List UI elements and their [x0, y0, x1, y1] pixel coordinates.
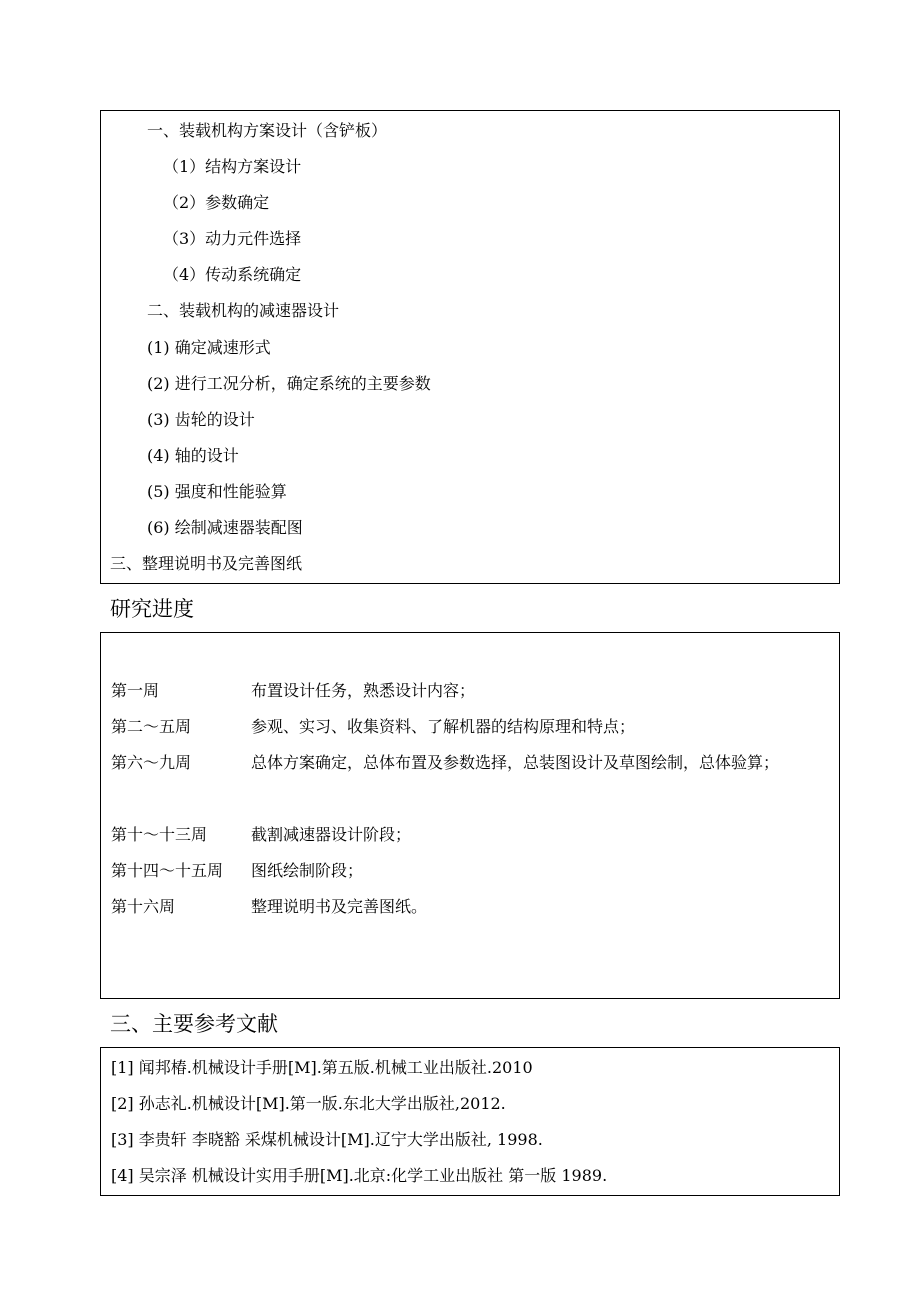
- progress-task: 布置设计任务，熟悉设计内容；: [251, 681, 476, 700]
- progress-task: 图纸绘制阶段；: [251, 861, 364, 880]
- progress-task: 总体方案确定，总体布置及参数选择，总装图设计及草图绘制，总体验算；: [251, 753, 780, 772]
- reference-item: [1] 闻邦椿.机械设计手册[M].第五版.机械工业出版社.2010: [111, 1058, 533, 1077]
- content-item: (1) 确定减速形式: [147, 338, 271, 357]
- progress-task: 整理说明书及完善图纸。: [251, 897, 428, 916]
- progress-task: 参观、实习、收集资料、了解机器的结构原理和特点；: [251, 717, 636, 736]
- content-item: （4）传动系统确定: [163, 265, 302, 284]
- progress-week: 第一周: [111, 681, 160, 700]
- progress-week: 第二～五周: [111, 717, 192, 736]
- content-item: (6) 绘制减速器装配图: [147, 518, 303, 537]
- content-item: （1）结构方案设计: [163, 157, 302, 176]
- content-item: (5) 强度和性能验算: [147, 482, 287, 501]
- content-item: (4) 轴的设计: [147, 446, 239, 465]
- content-item: (2) 进行工况分析，确定系统的主要参数: [147, 374, 431, 393]
- progress-week: 第十六周: [111, 897, 176, 916]
- progress-week: 第十～十三周: [111, 825, 208, 844]
- content-item: （3）动力元件选择: [163, 229, 302, 248]
- references-box: [100, 1047, 840, 1196]
- content-box: [100, 110, 840, 584]
- content-item: 一、装载机构方案设计（含铲板）: [147, 121, 388, 140]
- reference-item: [3] 李贵轩 李晓豁 采煤机械设计[M].辽宁大学出版社, 1998.: [111, 1130, 543, 1149]
- reference-item: [2] 孙志礼.机械设计[M].第一版.东北大学出版社,2012.: [111, 1094, 506, 1113]
- content-item: （2）参数确定: [163, 193, 270, 212]
- progress-week: 第六～九周: [111, 753, 192, 772]
- progress-task: 截割减速器设计阶段；: [251, 825, 412, 844]
- content-item: 二、装载机构的减速器设计: [147, 301, 340, 320]
- content-item: 三、整理说明书及完善图纸: [110, 554, 303, 573]
- reference-item: [4] 吴宗泽 机械设计实用手册[M].北京:化学工业出版社 第一版 1989.: [111, 1166, 608, 1185]
- progress-heading: 研究进度: [110, 597, 194, 621]
- progress-box: [100, 632, 840, 999]
- content-item: (3) 齿轮的设计: [147, 410, 255, 429]
- progress-week: 第十四～十五周: [111, 861, 224, 880]
- references-heading: 三、主要参考文献: [110, 1012, 278, 1036]
